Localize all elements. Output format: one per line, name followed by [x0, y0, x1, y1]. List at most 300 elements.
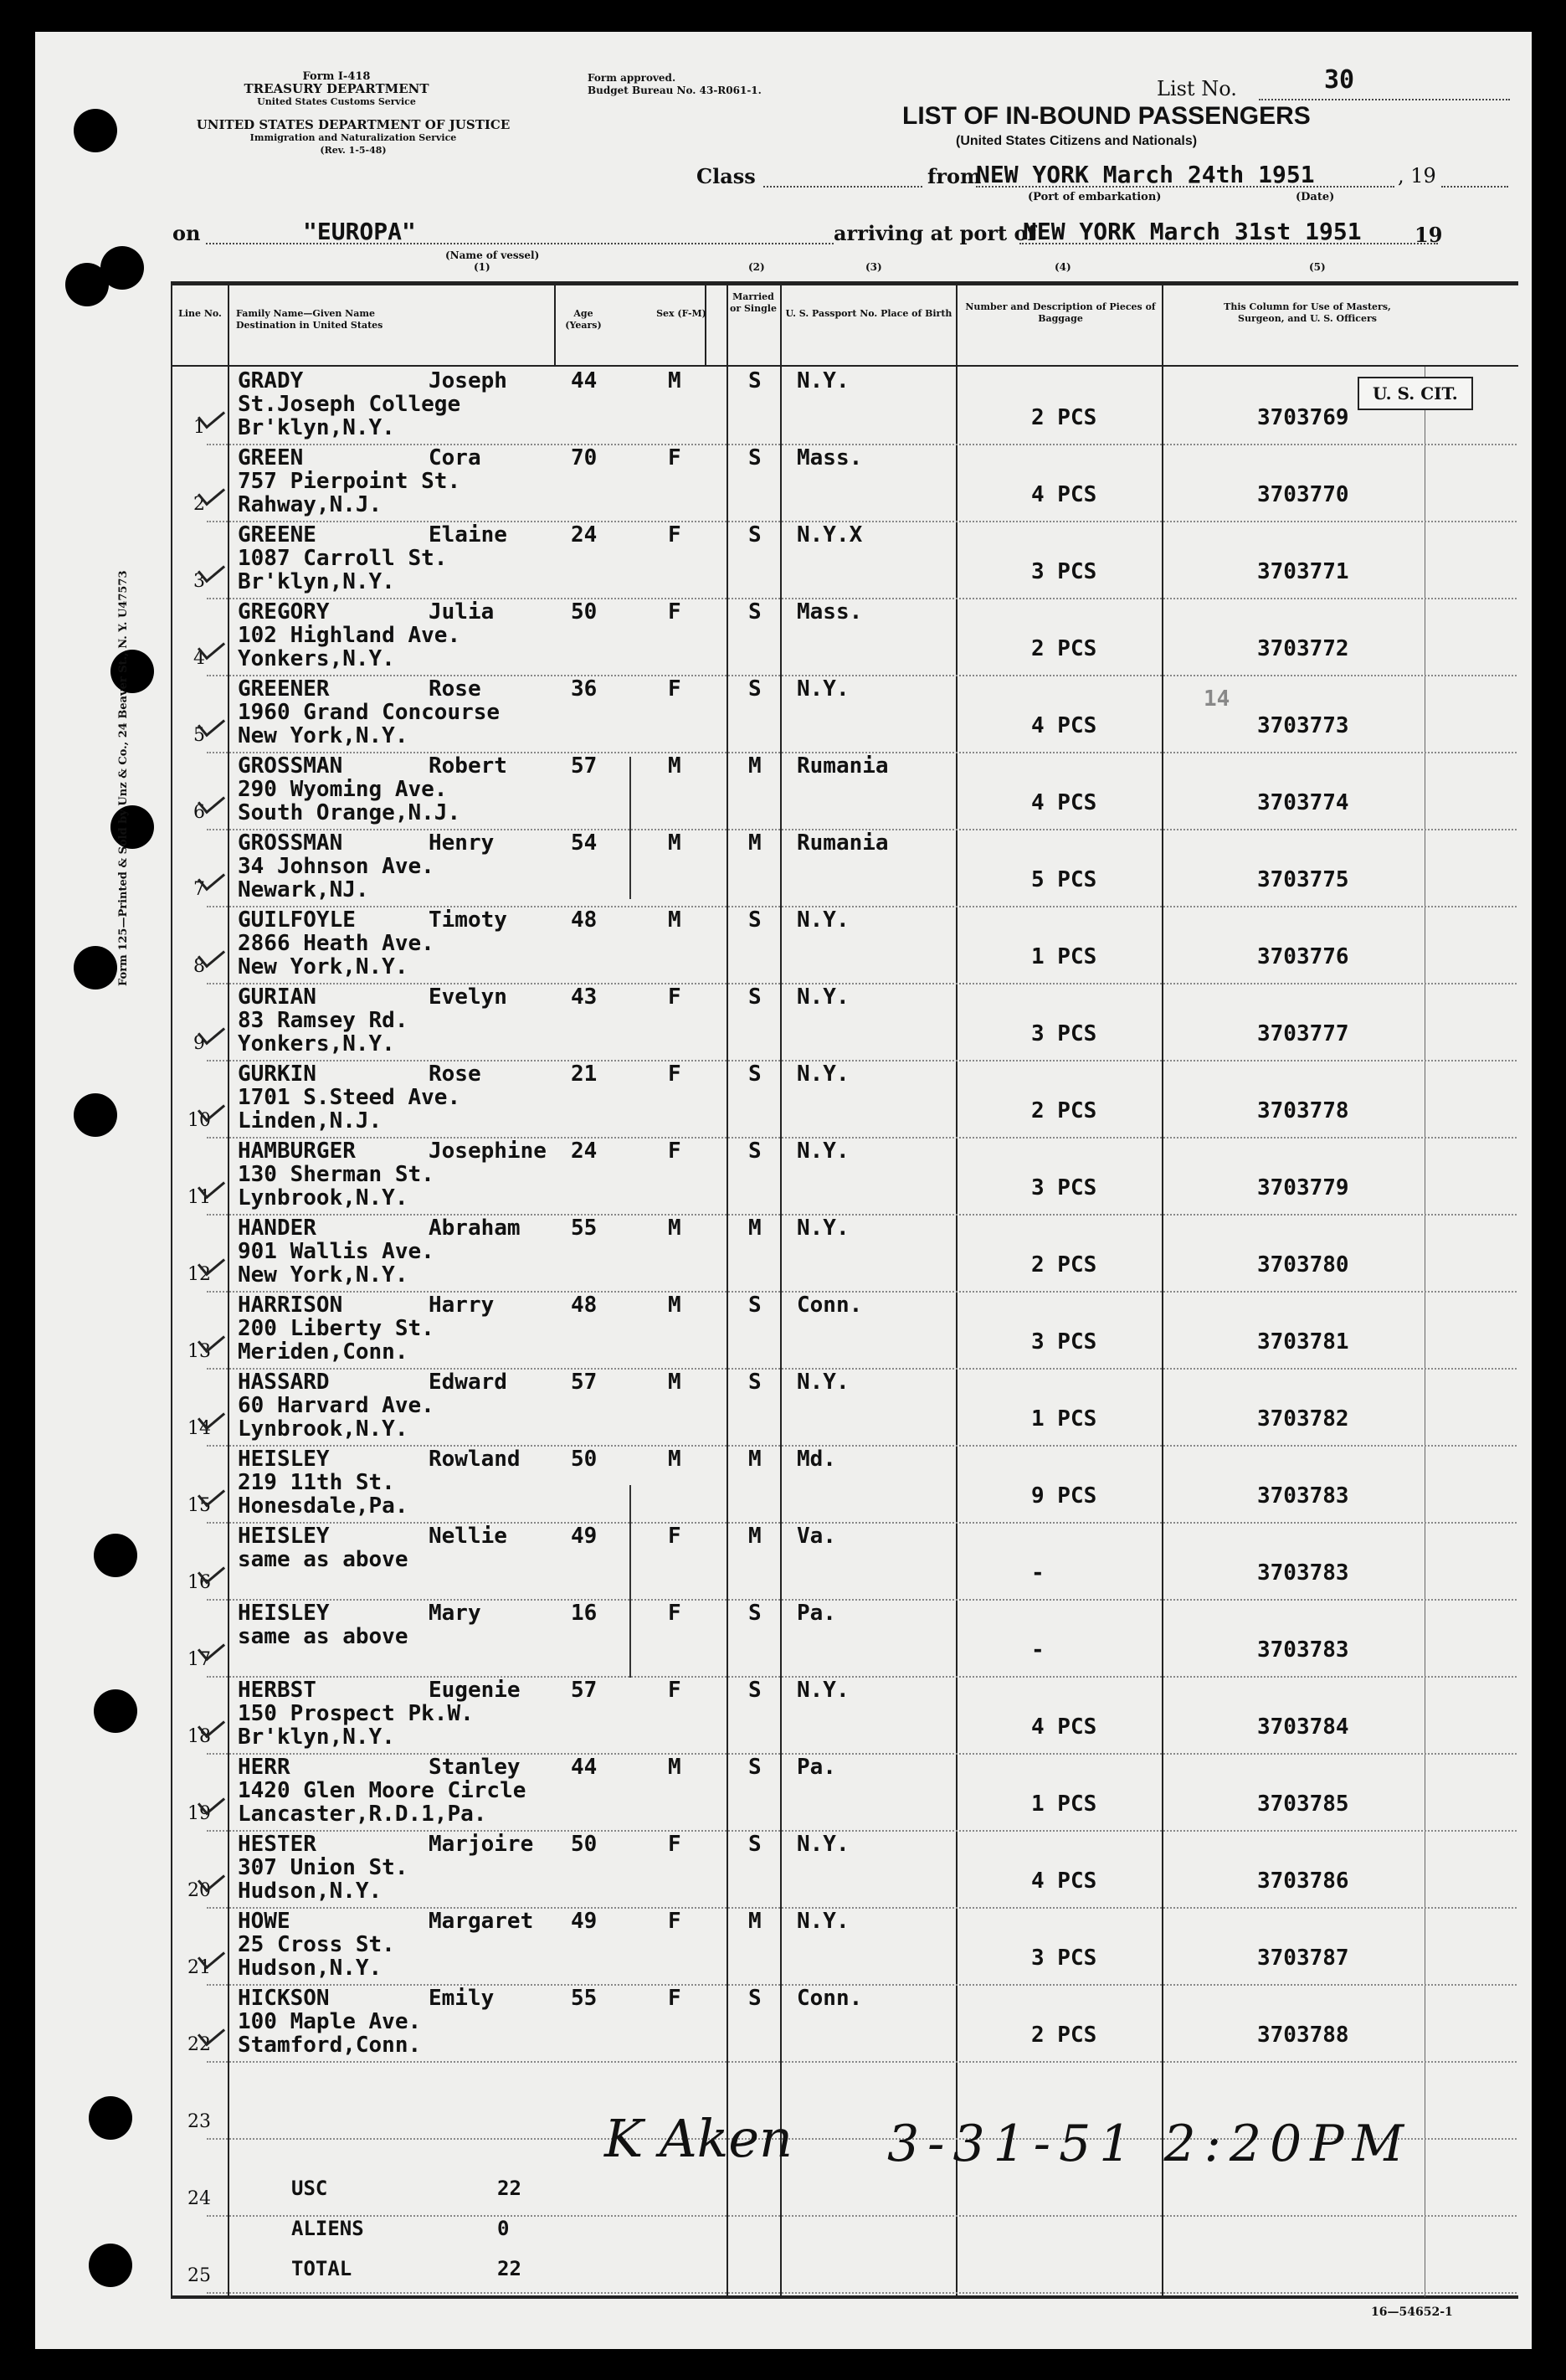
sex: F [668, 1678, 681, 1703]
table-row [35, 830, 1532, 907]
marital-status: S [748, 445, 762, 470]
given-name: Margaret [429, 1909, 534, 1934]
baggage: 2 PCS [1031, 2023, 1097, 2048]
punch-hole [89, 2096, 132, 2140]
age: 44 [571, 1755, 598, 1780]
officer-number: 3703778 [1257, 1098, 1349, 1123]
total-label: ALIENS [291, 2217, 364, 2240]
age: 57 [571, 753, 598, 779]
family-name: GREGORY [238, 599, 330, 625]
line-number: 2 [193, 494, 205, 515]
sex: M [668, 1293, 681, 1318]
officer-number: 3703771 [1257, 559, 1349, 584]
family-name: GREEN [238, 445, 304, 470]
table-row [35, 1755, 1532, 1832]
officer-number: 3703779 [1257, 1175, 1349, 1200]
address-line-1: 100 Maple Ave. [238, 2009, 422, 2034]
officer-number: 3703787 [1257, 1946, 1349, 1971]
baggage: 4 PCS [1031, 482, 1097, 507]
sex: M [668, 1447, 681, 1472]
place-of-birth: Mass. [797, 445, 863, 470]
line-number: 9 [193, 1033, 205, 1054]
family-name: GURKIN [238, 1061, 316, 1087]
total-label: USC [291, 2177, 328, 2200]
address-line-2: Linden,N.J. [238, 1108, 383, 1133]
table-top-rule [171, 281, 1518, 285]
sex: F [668, 1061, 681, 1087]
officer-number: 3703777 [1257, 1021, 1349, 1046]
place-of-birth: Pa. [797, 1601, 836, 1626]
address-line-1: 1087 Carroll St. [238, 546, 448, 571]
baggage: 1 PCS [1031, 1406, 1097, 1432]
address-line-1: 1420 Glen Moore Circle [238, 1778, 526, 1803]
age: 24 [571, 522, 598, 547]
place-of-birth: Md. [797, 1447, 836, 1472]
line-number: 3 [193, 571, 205, 592]
place-of-birth: N.Y. [797, 368, 850, 393]
from-year-suffix: , 19 [1398, 164, 1436, 188]
given-name: Edward [429, 1370, 507, 1395]
baggage: 9 PCS [1031, 1483, 1097, 1509]
address-line-2: Yonkers,N.Y. [238, 1031, 395, 1056]
list-no-label: List No. [1157, 77, 1237, 100]
family-name: GREENE [238, 522, 316, 547]
marital-status: S [748, 1370, 762, 1395]
sex: F [668, 1832, 681, 1857]
family-name: GROSSMAN [238, 830, 343, 856]
line-number: 16 [187, 1572, 211, 1593]
sex: M [668, 753, 681, 779]
row-separator [207, 2292, 1517, 2294]
table-row [35, 1139, 1532, 1216]
table-row [35, 1832, 1532, 1909]
baggage: 2 PCS [1031, 405, 1097, 430]
officer-number: 3703770 [1257, 482, 1349, 507]
given-name: Elaine [429, 522, 507, 547]
age: 49 [571, 1909, 598, 1934]
sex: M [668, 830, 681, 856]
punch-hole [74, 109, 117, 152]
officer-number: 3703781 [1257, 1329, 1349, 1354]
family-name: GURIAN [238, 984, 316, 1010]
table-row [35, 1601, 1532, 1678]
address-line-2: Lynbrook,N.Y. [238, 1185, 408, 1211]
baggage: 3 PCS [1031, 1175, 1097, 1200]
on-label: on [172, 221, 201, 245]
baggage: 2 PCS [1031, 636, 1097, 661]
age: 57 [571, 1370, 598, 1395]
col-header-baggage: Number and Description of Pieces of Baggage [965, 301, 1156, 324]
customs-service: United States Customs Service [257, 96, 416, 107]
officer-number: 3703783 [1257, 1483, 1349, 1509]
form-number [236, 70, 437, 108]
total-value: 22 [497, 2257, 521, 2280]
marital-status: S [748, 907, 762, 933]
address-line-1: 2866 Heath Ave. [238, 931, 434, 956]
baggage: - [1031, 1637, 1045, 1663]
class-label: Class [696, 164, 756, 188]
table-row [35, 1986, 1532, 2063]
sex: F [668, 676, 681, 702]
line-number: 7 [193, 879, 205, 900]
line-number: 10 [187, 1110, 211, 1131]
marital-status: M [748, 1216, 762, 1241]
table-row [35, 1061, 1532, 1139]
address-line-1: 34 Johnson Ave. [238, 854, 434, 879]
officer-number: 3703776 [1257, 944, 1349, 969]
sex: F [668, 599, 681, 625]
address-line-2: Yonkers,N.Y. [238, 646, 395, 671]
officer-number: 3703780 [1257, 1252, 1349, 1277]
family-name: HESTER [238, 1832, 316, 1857]
baggage: 4 PCS [1031, 790, 1097, 815]
from-value: NEW YORK March 24th 1951 [976, 161, 1315, 188]
given-name: Julia [429, 599, 495, 625]
col-header-name: Family Name—Given Name Destination in United States [236, 308, 383, 331]
line-number: 17 [187, 1649, 211, 1670]
family-name: HICKSON [238, 1986, 330, 2011]
age: 43 [571, 984, 598, 1010]
family-name: GUILFOYLE [238, 907, 356, 933]
line-number: 11 [187, 1187, 211, 1208]
given-name: Stanley [429, 1755, 521, 1780]
marital-status: S [748, 1832, 762, 1857]
family-name: HANDER [238, 1216, 316, 1241]
baggage: 3 PCS [1031, 1946, 1097, 1971]
address-line-2: Lynbrook,N.Y. [238, 1416, 408, 1442]
port-caption: (Port of embarkation) [1028, 191, 1162, 203]
marital-status: S [748, 522, 762, 547]
marital-status: S [748, 1601, 762, 1626]
line-number: 19 [187, 1803, 211, 1824]
address-line-2: New York,N.Y. [238, 723, 408, 748]
officer-number: 3703773 [1257, 713, 1349, 738]
given-name: Cora [429, 445, 481, 470]
age: 49 [571, 1524, 598, 1549]
line-number: 1 [193, 417, 205, 438]
address-line-1: St.Joseph College [238, 392, 461, 417]
marital-status: M [748, 753, 762, 779]
list-no-value: 30 [1324, 65, 1355, 95]
address-line-1: 1701 S.Steed Ave. [238, 1085, 461, 1110]
arriving-value: NEW YORK March 31st 1951 [1023, 218, 1362, 245]
col-header-line: Line No. [178, 308, 222, 319]
sex: M [668, 1216, 681, 1241]
col-header-age: Age (Years) [565, 308, 602, 331]
family-name: GRADY [238, 368, 304, 393]
sex: M [668, 907, 681, 933]
given-name: Joseph [429, 368, 507, 393]
marital-status: M [748, 830, 762, 856]
table-row [35, 1909, 1532, 1986]
line-number: 20 [187, 1880, 211, 1901]
address-line-1: 200 Liberty St. [238, 1316, 434, 1341]
age: 54 [571, 830, 598, 856]
col-num-2: (2) [748, 261, 765, 273]
given-name: Henry [429, 830, 495, 856]
treasury-dept: TREASURY DEPARTMENT [244, 81, 429, 96]
address-line-1: same as above [238, 1624, 408, 1649]
age: 21 [571, 1061, 598, 1087]
address-line-2: Hudson,N.Y. [238, 1879, 383, 1904]
arriving-label: arriving at port of [834, 221, 1036, 245]
address-line-2: Hudson,N.Y. [238, 1956, 383, 1981]
given-name: Josephine [429, 1139, 547, 1164]
vessel-col-num: (1) [474, 261, 490, 273]
table-row [35, 1447, 1532, 1524]
address-line-1: 1960 Grand Concourse [238, 700, 501, 725]
family-name: HEISLEY [238, 1524, 330, 1549]
address-line-2: Br'klyn,N.Y. [238, 1725, 395, 1750]
place-of-birth: Rumania [797, 830, 889, 856]
marital-status: S [748, 984, 762, 1010]
place-of-birth: Conn. [797, 1293, 863, 1318]
address-line-1: same as above [238, 1547, 408, 1572]
officer-number: 3703783 [1257, 1637, 1349, 1663]
address-line-1: 901 Wallis Ave. [238, 1239, 434, 1264]
officer-number: 3703782 [1257, 1406, 1349, 1432]
age: 50 [571, 1832, 598, 1857]
sex: F [668, 1139, 681, 1164]
given-name: Robert [429, 753, 507, 779]
col-num-3: (3) [865, 261, 882, 273]
line-number: 24 [187, 2188, 211, 2209]
age: 50 [571, 599, 598, 625]
punch-hole [100, 246, 144, 290]
family-name: HAMBURGER [238, 1139, 356, 1164]
family-name: GROSSMAN [238, 753, 343, 779]
age: 24 [571, 1139, 598, 1164]
line-number: 4 [193, 648, 205, 669]
family-name: HARRISON [238, 1293, 343, 1318]
table-row [35, 522, 1532, 599]
marital-status: S [748, 676, 762, 702]
officer-number: 3703786 [1257, 1869, 1349, 1894]
place-of-birth: N.Y. [797, 1678, 850, 1703]
col-header-married: Married or Single [730, 291, 777, 314]
given-name: Rose [429, 676, 481, 702]
family-name: HERR [238, 1755, 290, 1780]
officer-number: 3703785 [1257, 1791, 1349, 1817]
table-row [35, 984, 1532, 1061]
baggage: 4 PCS [1031, 713, 1097, 738]
baggage: 2 PCS [1031, 1252, 1097, 1277]
revision: (Rev. 1-5-48) [320, 145, 387, 156]
address-line-1: 757 Pierpoint St. [238, 469, 461, 494]
age: 70 [571, 445, 598, 470]
arriving-year-suffix: 19 [1415, 223, 1443, 247]
address-line-1: 150 Prospect Pk.W. [238, 1701, 474, 1726]
place-of-birth: Rumania [797, 753, 889, 779]
officer-number: 3703783 [1257, 1560, 1349, 1586]
address-line-1: 60 Harvard Ave. [238, 1393, 434, 1418]
form-id: Form I-418 [302, 70, 371, 83]
table-row [35, 445, 1532, 522]
line-number: 6 [193, 802, 205, 823]
given-name: Abraham [429, 1216, 521, 1241]
address-line-1: 219 11th St. [238, 1470, 395, 1495]
age: 48 [571, 907, 598, 933]
age: 48 [571, 1293, 598, 1318]
line-number: 23 [187, 2111, 211, 2132]
place-of-birth: Pa. [797, 1755, 836, 1780]
us-cit-stamp: U. S. CIT. [1358, 377, 1473, 410]
age: 44 [571, 368, 598, 393]
approval-line: Form approved. [588, 72, 676, 84]
line-number: 22 [187, 2034, 211, 2055]
officer-number: 3703774 [1257, 790, 1349, 815]
marital-status: S [748, 1061, 762, 1087]
address-line-1: 307 Union St. [238, 1855, 408, 1880]
given-name: Marjoire [429, 1832, 534, 1857]
officer-number: 3703784 [1257, 1714, 1349, 1740]
place-of-birth: Va. [797, 1524, 836, 1549]
family-bracket [629, 757, 631, 899]
vessel-name: "EUROPA" [303, 218, 416, 245]
line-number: 13 [187, 1341, 211, 1362]
address-line-2: Newark,NJ. [238, 877, 369, 902]
line-number: 25 [187, 2265, 211, 2286]
punch-hole [89, 2244, 132, 2287]
justice-dept-block [169, 119, 537, 157]
baggage: 1 PCS [1031, 1791, 1097, 1817]
age: 16 [571, 1601, 598, 1626]
age: 50 [571, 1447, 598, 1472]
row-separator [207, 2215, 1517, 2217]
table-row [35, 1524, 1532, 1601]
line-number: 15 [187, 1495, 211, 1516]
col-header-passport: U. S. Passport No. Place of Birth [785, 308, 952, 319]
age: 36 [571, 676, 598, 702]
sex: M [668, 1370, 681, 1395]
address-line-2: New York,N.Y. [238, 954, 408, 979]
baggage: 4 PCS [1031, 1869, 1097, 1894]
place-of-birth: N.Y. [797, 907, 850, 933]
address-line-2: Br'klyn,N.Y. [238, 569, 395, 594]
col-header-sex: Sex (F-M) [656, 308, 706, 319]
baggage: 2 PCS [1031, 1098, 1097, 1123]
col-divider-sex [705, 283, 706, 367]
date-caption: (Date) [1296, 191, 1335, 203]
marital-status: S [748, 1986, 762, 2011]
table-row [35, 1678, 1532, 1755]
line-number: 12 [187, 1264, 211, 1285]
marital-status: M [748, 1447, 762, 1472]
place-of-birth: N.Y. [797, 676, 850, 702]
address-line-2: Br'klyn,N.Y. [238, 415, 395, 440]
baggage: 5 PCS [1031, 867, 1097, 892]
address-line-1: 290 Wyoming Ave. [238, 777, 448, 802]
family-bracket [629, 1485, 631, 1678]
sex: F [668, 522, 681, 547]
document-title: LIST OF IN-BOUND PASSENGERS [902, 102, 1311, 130]
sex: F [668, 1986, 681, 2011]
marital-status: S [748, 1678, 762, 1703]
given-name: Nellie [429, 1524, 507, 1549]
table-row [35, 1370, 1532, 1447]
baggage: 4 PCS [1031, 1714, 1097, 1740]
address-line-1: 25 Cross St. [238, 1932, 395, 1957]
address-line-2: Lancaster,R.D.1,Pa. [238, 1802, 487, 1827]
address-line-1: 102 Highland Ave. [238, 623, 461, 648]
year-field [1441, 186, 1508, 188]
col-num-4: (4) [1055, 261, 1071, 273]
family-name: HEISLEY [238, 1601, 330, 1626]
given-name: Evelyn [429, 984, 507, 1010]
marital-status: S [748, 1139, 762, 1164]
list-no-field [1259, 99, 1510, 100]
line-number: 8 [193, 956, 205, 977]
total-value: 0 [497, 2217, 510, 2240]
family-name: HASSARD [238, 1370, 330, 1395]
footer-code: 16—54652-1 [1371, 2305, 1453, 2319]
budget-bureau: Budget Bureau No. 43-R061-1. [588, 85, 762, 96]
total-value: 22 [497, 2177, 521, 2200]
line-number: 18 [187, 1726, 211, 1747]
age: 55 [571, 1216, 598, 1241]
table-row [35, 907, 1532, 984]
age: 57 [571, 1678, 598, 1703]
family-name: HEISLEY [238, 1447, 330, 1472]
address-line-2: New York,N.Y. [238, 1262, 408, 1288]
place-of-birth: Mass. [797, 599, 863, 625]
officer-number: 3703775 [1257, 867, 1349, 892]
table-row [35, 676, 1532, 753]
officer-number: 3703788 [1257, 2023, 1349, 2048]
justice-dept: UNITED STATES DEPARTMENT OF JUSTICE [196, 117, 511, 132]
address-line-1: 130 Sherman St. [238, 1162, 434, 1187]
table-header-rule [171, 365, 1518, 367]
marital-status: S [748, 1755, 762, 1780]
address-line-1: 83 Ramsey Rd. [238, 1008, 408, 1033]
place-of-birth: N.Y. [797, 1216, 850, 1241]
address-line-2: Meriden,Conn. [238, 1339, 408, 1365]
address-line-2: Honesdale,Pa. [238, 1493, 408, 1519]
address-line-2: Rahway,N.J. [238, 492, 383, 517]
table-bottom-rule [171, 2295, 1518, 2299]
given-name: Mary [429, 1601, 481, 1626]
stray-mark: 14 [1204, 686, 1230, 712]
marital-status: S [748, 599, 762, 625]
place-of-birth: N.Y. [797, 1061, 850, 1087]
family-name: HOWE [238, 1909, 290, 1934]
place-of-birth: N.Y. [797, 1139, 850, 1164]
place-of-birth: N.Y. [797, 1832, 850, 1857]
line-number: 21 [187, 1957, 211, 1978]
table-row [35, 368, 1532, 445]
place-of-birth: Conn. [797, 1986, 863, 2011]
age: 55 [571, 1986, 598, 2011]
baggage: 3 PCS [1031, 1329, 1097, 1354]
officer-number: 3703772 [1257, 636, 1349, 661]
given-name: Eugenie [429, 1678, 521, 1703]
vessel-field [206, 243, 834, 244]
place-of-birth: N.Y.X [797, 522, 863, 547]
table-row [35, 753, 1532, 830]
given-name: Emily [429, 1986, 495, 2011]
inspector-signature: K Aken [604, 2108, 793, 2169]
table-row [35, 599, 1532, 676]
family-name: GREENER [238, 676, 330, 702]
family-name: HERBST [238, 1678, 316, 1703]
document-subtitle: (United States Citizens and Nationals) [956, 134, 1198, 148]
vessel-caption: (Name of vessel) [445, 249, 540, 261]
marital-status: S [748, 1293, 762, 1318]
col-num-5: (5) [1309, 261, 1326, 273]
ins-service: Immigration and Naturalization Service [249, 132, 457, 143]
given-name: Rose [429, 1061, 481, 1087]
given-name: Rowland [429, 1447, 521, 1472]
